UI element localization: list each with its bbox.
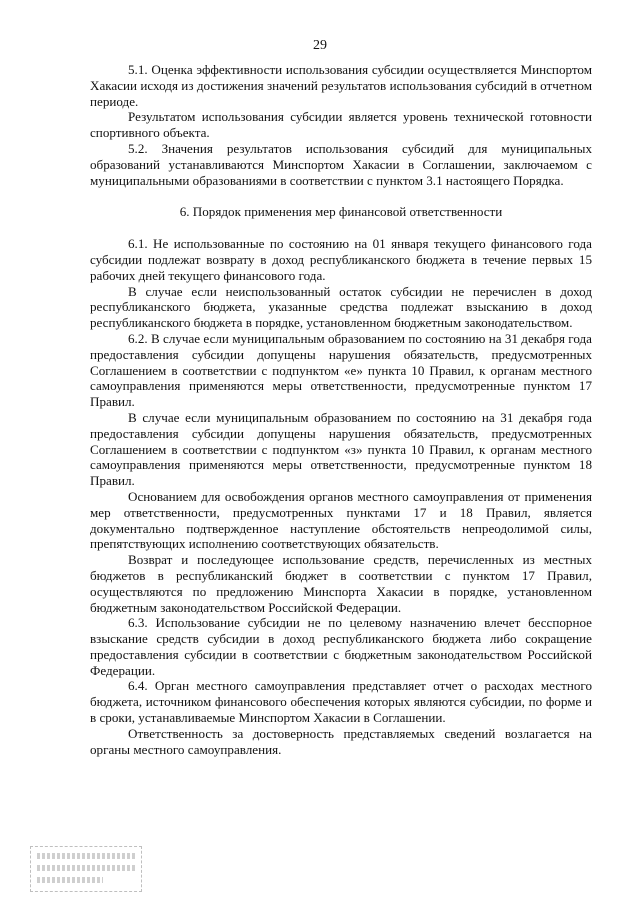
section-heading: 6. Порядок применения мер финансовой ответственности bbox=[179, 204, 503, 220]
faint-stamp bbox=[30, 846, 142, 892]
paragraph-5-1: 5.1. Оценка эффективности использования субсидии осуществляется Минспортом Хакасии исходя из достижения значений результатов использования субсидий в отчетном периоде. bbox=[90, 62, 592, 109]
stamp-line bbox=[37, 853, 135, 859]
stamp-line bbox=[37, 877, 103, 883]
paragraph-6-2: 6.2. В случае если муниципальным образованием по состоянию на 31 декабря года предоставления субсидии допущены нарушения обязательств, предусмотренных Соглашением в соответствии с подпунктом «е» пункта 10 Правил, к органам местного самоуправления применяются меры ответственности, предусмотренные пунктом 17 Правил. bbox=[90, 330, 592, 410]
document-body bbox=[90, 62, 592, 757]
paragraph-responsibility: Ответственность за достоверность представляемых сведений возлагается на органы местного самоуправления. bbox=[90, 725, 592, 757]
paragraph-6-2-subpoint-z: В случае если муниципальным образованием по состоянию на 31 декабря года предоставления субсидии допущены нарушения обязательств, предусмотренных Соглашением в соответствии с подпунктом «з» пункта 10 Правил, к органам местного самоуправления применяются меры ответственности, предусмотренные пунктом 18 Правил. bbox=[90, 409, 592, 489]
paragraph-6-2-return: Возврат и последующее использование средств, перечисленных из местных бюджетов в республиканский бюджет в соответствии с пунктом 17 Правил, осуществляются по предложению Минспорта Хакасии в порядке, установленном бюджетным законодательством Российской Федерации. bbox=[90, 552, 592, 615]
paragraph-6-2-force-majeure: Основанием для освобождения органов местного самоуправления от применения мер ответственности, предусмотренных пунктами 17 и 18 Правил, является документально подтвержденное наступление обстоятельств непреодолимой силы, препятствующих исполнению соответствующих обязательств. bbox=[90, 488, 592, 552]
paragraph-6-4: 6.4. Орган местного самоуправления представляет отчет о расходах местного бюджета, источником финансового обеспечения которых являются субсидии, по форме и в сроки, устанавливаемые Минспортом Хакасии в Соглашении. bbox=[90, 678, 592, 726]
paragraph-6-1-unused-balance: В случае если неиспользованный остаток субсидии не перечислен в доход республиканского бюджета, указанные средства подлежат взысканию в доход республиканского бюджета в порядке, установленном бюджетным законодательством. bbox=[90, 283, 592, 331]
paragraph-result: Результатом использования субсидии является уровень технической готовности спортивного объекта. bbox=[90, 109, 592, 141]
paragraph-6-1: 6.1. Не использованные по состоянию на 01 января текущего финансового года субсидии подлежат возврату в доход республиканского бюджета в течение первых 15 рабочих дней текущего финансового года. bbox=[90, 236, 592, 283]
paragraph-6-3: 6.3. Использование субсидии не по целевому назначению влечет бесспорное взыскание средств субсидии в доход республиканского бюджета либо сокращение предоставления субсидии в соответствии с бюджетным законодательством Российской Федерации. bbox=[90, 615, 592, 678]
page-number: 29 bbox=[313, 38, 327, 53]
stamp-line bbox=[37, 865, 135, 871]
paragraph-5-2: 5.2. Значения результатов использования субсидий для муниципальных образований устанавливаются Минспортом Хакасии в Соглашении, заключаемом с муниципальными образованиями в соответствии с пунктом 3.1 настоящего Порядка. bbox=[90, 140, 592, 188]
